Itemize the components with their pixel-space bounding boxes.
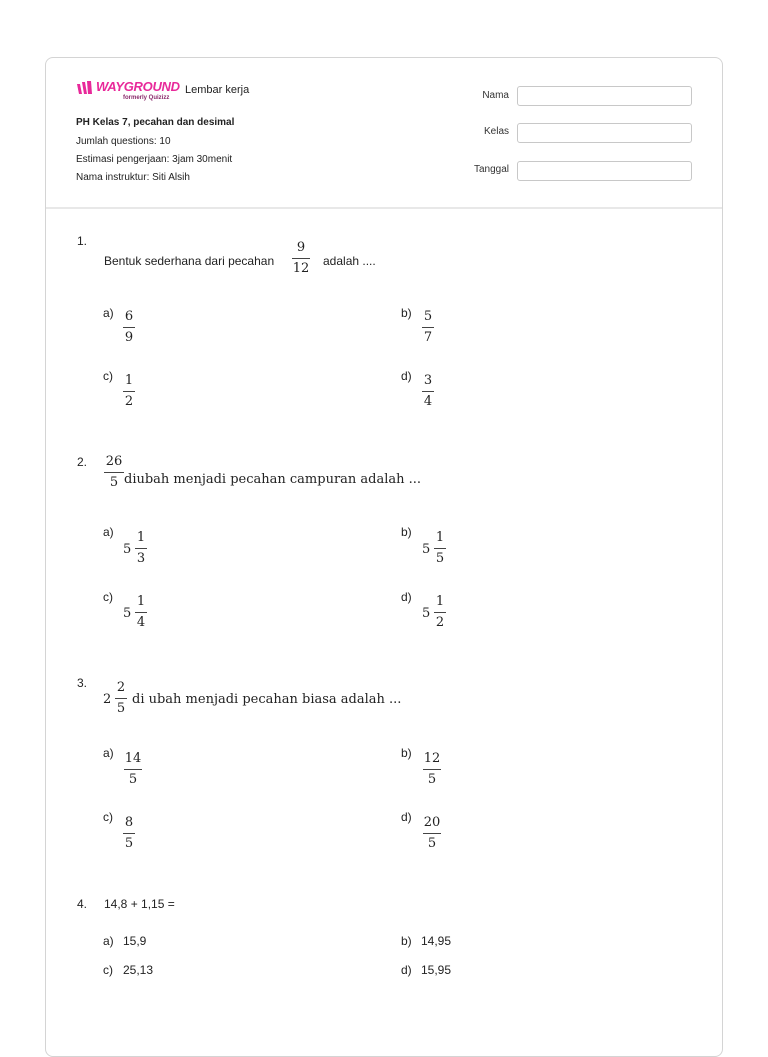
fraction-denominator: 4 [136, 615, 146, 630]
fraction-numerator: 1 [435, 530, 445, 545]
question-fraction [115, 680, 127, 717]
question-number: 3. [77, 676, 88, 690]
option-fraction [422, 373, 434, 410]
option-letter: b) [401, 934, 412, 948]
option-fraction [434, 594, 446, 631]
option-letter: c) [103, 810, 113, 824]
worksheet-sheet [45, 57, 723, 1057]
date-field-label: Tanggal [473, 164, 509, 175]
fraction-bar [434, 612, 446, 613]
fraction-numerator: 1 [435, 594, 445, 609]
question-fraction [104, 454, 124, 491]
time-estimate: Estimasi pengerjaan: 3jam 30menit [76, 154, 233, 165]
question-text: Bentuk sederhana dari pecahan [104, 254, 275, 268]
fraction-bar [123, 833, 135, 834]
fraction-denominator: 5 [109, 475, 119, 490]
option-fraction [124, 751, 142, 788]
option-fraction [123, 373, 135, 410]
question-fraction [292, 240, 310, 277]
fraction-numerator: 2 [116, 680, 126, 695]
option-letter: d) [401, 590, 412, 604]
name-field-label: Nama [482, 90, 509, 101]
question-text-after: adalah .... [323, 254, 376, 268]
fraction-denominator: 5 [427, 772, 437, 787]
fraction-bar [422, 327, 434, 328]
option-letter: c) [103, 963, 113, 977]
option-letter: a) [103, 525, 114, 539]
mixed-whole: 2 [103, 692, 112, 707]
fraction-denominator: 5 [427, 836, 437, 851]
fraction-numerator: 8 [124, 815, 134, 830]
wayground-logo [76, 79, 182, 105]
fraction-numerator: 12 [423, 751, 441, 766]
worksheet-label: Lembar kerja [185, 84, 250, 96]
fraction-numerator: 14 [124, 751, 142, 766]
fraction-bar [115, 698, 127, 699]
fraction-numerator: 5 [423, 309, 433, 324]
option-fraction [135, 530, 147, 567]
date-field[interactable] [517, 161, 692, 181]
fraction-denominator: 7 [423, 330, 433, 345]
fraction-denominator: 3 [136, 551, 146, 566]
fraction-bar [434, 548, 446, 549]
fraction-numerator: 1 [124, 373, 134, 388]
option-letter: a) [103, 934, 114, 948]
fraction-denominator: 5 [128, 772, 138, 787]
fraction-bar [104, 472, 124, 473]
mixed-whole: 5 [422, 542, 431, 557]
option-fraction [123, 815, 135, 852]
option-fraction [423, 751, 441, 788]
fraction-bar [292, 258, 310, 259]
mixed-whole: 5 [123, 542, 132, 557]
option-fraction [123, 309, 135, 346]
wayground-logo-icon [76, 81, 96, 95]
fraction-denominator: 12 [292, 261, 310, 276]
question-number: 1. [77, 234, 88, 248]
option-letter: b) [401, 525, 412, 539]
fraction-numerator: 1 [136, 530, 146, 545]
fraction-denominator: 2 [124, 394, 134, 409]
fraction-denominator: 5 [124, 836, 134, 851]
option-text: 25,13 [123, 963, 154, 977]
option-letter: a) [103, 746, 114, 760]
option-fraction [135, 594, 147, 631]
name-field[interactable] [517, 86, 692, 106]
questions-count: Jumlah questions: 10 [76, 136, 171, 147]
brand-name: WAYGROUND [96, 79, 180, 94]
fraction-bar [423, 833, 441, 834]
fraction-bar [123, 391, 135, 392]
option-letter: d) [401, 369, 412, 383]
fraction-denominator: 9 [124, 330, 134, 345]
option-letter: d) [401, 810, 412, 824]
option-fraction [423, 815, 441, 852]
fraction-bar [135, 548, 147, 549]
fraction-denominator: 5 [435, 551, 445, 566]
mixed-whole: 5 [422, 606, 431, 621]
fraction-denominator: 5 [116, 701, 126, 716]
question-number: 4. [77, 897, 88, 911]
fraction-bar [422, 391, 434, 392]
worksheet-title: PH Kelas 7, pecahan dan desimal [76, 117, 235, 128]
question-text: di ubah menjadi pecahan biasa adalah ... [132, 692, 402, 707]
fraction-numerator: 6 [124, 309, 134, 324]
worksheet-header [46, 58, 722, 209]
option-fraction [434, 530, 446, 567]
option-letter: b) [401, 306, 412, 320]
class-field[interactable] [517, 123, 692, 143]
fraction-denominator: 4 [423, 394, 433, 409]
option-text: 14,95 [421, 934, 452, 948]
fraction-numerator: 1 [136, 594, 146, 609]
question-text: diubah menjadi pecahan campuran adalah ... [124, 472, 422, 487]
fraction-bar [123, 327, 135, 328]
class-field-label: Kelas [483, 126, 509, 137]
question-number: 2. [77, 455, 88, 469]
mixed-whole: 5 [123, 606, 132, 621]
option-letter: a) [103, 306, 114, 320]
fraction-bar [135, 612, 147, 613]
fraction-bar [423, 769, 441, 770]
fraction-bar [124, 769, 142, 770]
fraction-denominator: 2 [435, 615, 445, 630]
option-text: 15,95 [421, 963, 452, 977]
question-text: 14,8 + 1,15 = [104, 897, 175, 911]
fraction-numerator: 3 [423, 373, 433, 388]
option-letter: b) [401, 746, 412, 760]
option-text: 15,9 [123, 934, 147, 948]
option-letter: d) [401, 963, 412, 977]
fraction-numerator: 9 [296, 240, 306, 255]
option-letter: c) [103, 590, 113, 604]
brand-subtitle: formerly Quizizz [123, 95, 170, 101]
fraction-numerator: 26 [105, 454, 123, 469]
instructor-name: Nama instruktur: Siti Alsih [76, 172, 190, 183]
fraction-numerator: 20 [423, 815, 441, 830]
option-fraction [422, 309, 434, 346]
option-letter: c) [103, 369, 113, 383]
